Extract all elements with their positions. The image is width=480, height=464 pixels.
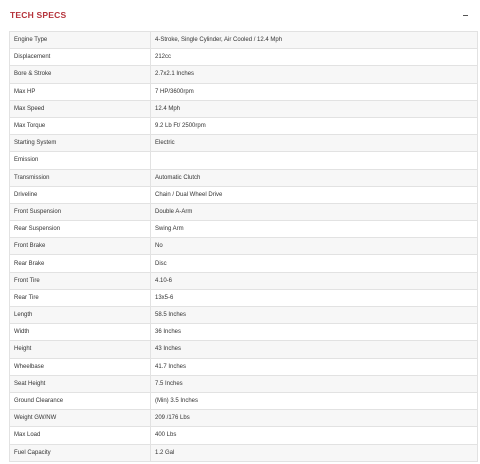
table-row: [10, 152, 478, 169]
spec-label: Max Torque: [10, 117, 151, 134]
table-row: [10, 427, 478, 444]
spec-label: Driveline: [10, 186, 151, 203]
table-row: [10, 117, 478, 134]
spec-value: (Min) 3.5 Inches: [151, 392, 478, 409]
table-row: [10, 221, 478, 238]
section-title: TECH SPECS: [10, 10, 67, 20]
spec-label: Front Suspension: [10, 203, 151, 220]
table-row: [10, 238, 478, 255]
spec-label: Engine Type: [10, 32, 151, 49]
spec-label: Max Speed: [10, 100, 151, 117]
spec-label: Rear Suspension: [10, 221, 151, 238]
spec-value: 58.5 Inches: [151, 307, 478, 324]
table-row: [10, 186, 478, 203]
spec-value: 36 Inches: [151, 324, 478, 341]
spec-value: Chain / Dual Wheel Drive: [151, 186, 478, 203]
spec-label: Emission: [10, 152, 151, 169]
tech-specs-header[interactable]: [0, 0, 480, 30]
table-row: [10, 444, 478, 461]
spec-value: Double A-Arm: [151, 203, 478, 220]
spec-value: No: [151, 238, 478, 255]
specs-table: [9, 31, 478, 462]
spec-label: Height: [10, 341, 151, 358]
table-row: [10, 392, 478, 409]
spec-label: Front Tire: [10, 272, 151, 289]
table-row: [10, 307, 478, 324]
spec-label: Starting System: [10, 135, 151, 152]
spec-value: 43 Inches: [151, 341, 478, 358]
spec-value: Disc: [151, 255, 478, 272]
spec-value: [151, 152, 478, 169]
spec-label: Rear Brake: [10, 255, 151, 272]
spec-label: Width: [10, 324, 151, 341]
spec-value: 7 HP/3600rpm: [151, 83, 478, 100]
spec-label: Max HP: [10, 83, 151, 100]
table-row: [10, 375, 478, 392]
spec-label: Max Load: [10, 427, 151, 444]
spec-value: 209 /176 Lbs: [151, 410, 478, 427]
spec-label: Seat Height: [10, 375, 151, 392]
spec-label: Rear Tire: [10, 289, 151, 306]
spec-label: Front Brake: [10, 238, 151, 255]
spec-label: Bore & Stroke: [10, 66, 151, 83]
table-row: [10, 324, 478, 341]
spec-value: 212cc: [151, 49, 478, 66]
spec-value: Swing Arm: [151, 221, 478, 238]
spec-value: 4-Stroke, Single Cylinder, Air Cooled / 12.4 Mph: [151, 32, 478, 49]
spec-value: 1.2 Gal: [151, 444, 478, 461]
spec-value: 13x5-6: [151, 289, 478, 306]
spec-label: Weight GW/NW: [10, 410, 151, 427]
spec-value: 2.7x2.1 Inches: [151, 66, 478, 83]
spec-label: Displacement: [10, 49, 151, 66]
table-row: [10, 289, 478, 306]
spec-label: Wheelbase: [10, 358, 151, 375]
table-row: [10, 135, 478, 152]
table-row: [10, 255, 478, 272]
spec-value: Electric: [151, 135, 478, 152]
table-row: [10, 49, 478, 66]
table-row: [10, 83, 478, 100]
spec-label: Transmission: [10, 169, 151, 186]
table-row: [10, 358, 478, 375]
table-row: [10, 272, 478, 289]
spec-value: 9.2 Lb Ft/ 2500rpm: [151, 117, 478, 134]
spec-label: Ground Clearance: [10, 392, 151, 409]
table-row: [10, 32, 478, 49]
minus-icon[interactable]: [460, 8, 474, 22]
table-row: [10, 169, 478, 186]
spec-label: Fuel Capacity: [10, 444, 151, 461]
spec-value: 7.5 Inches: [151, 375, 478, 392]
spec-value: 41.7 Inches: [151, 358, 478, 375]
table-row: [10, 100, 478, 117]
table-row: [10, 410, 478, 427]
table-row: [10, 203, 478, 220]
spec-value: 12.4 Mph: [151, 100, 478, 117]
spec-label: Length: [10, 307, 151, 324]
spec-value: Automatic Clutch: [151, 169, 478, 186]
table-row: [10, 66, 478, 83]
spec-value: 4.10-6: [151, 272, 478, 289]
table-row: [10, 341, 478, 358]
spec-value: 400 Lbs: [151, 427, 478, 444]
